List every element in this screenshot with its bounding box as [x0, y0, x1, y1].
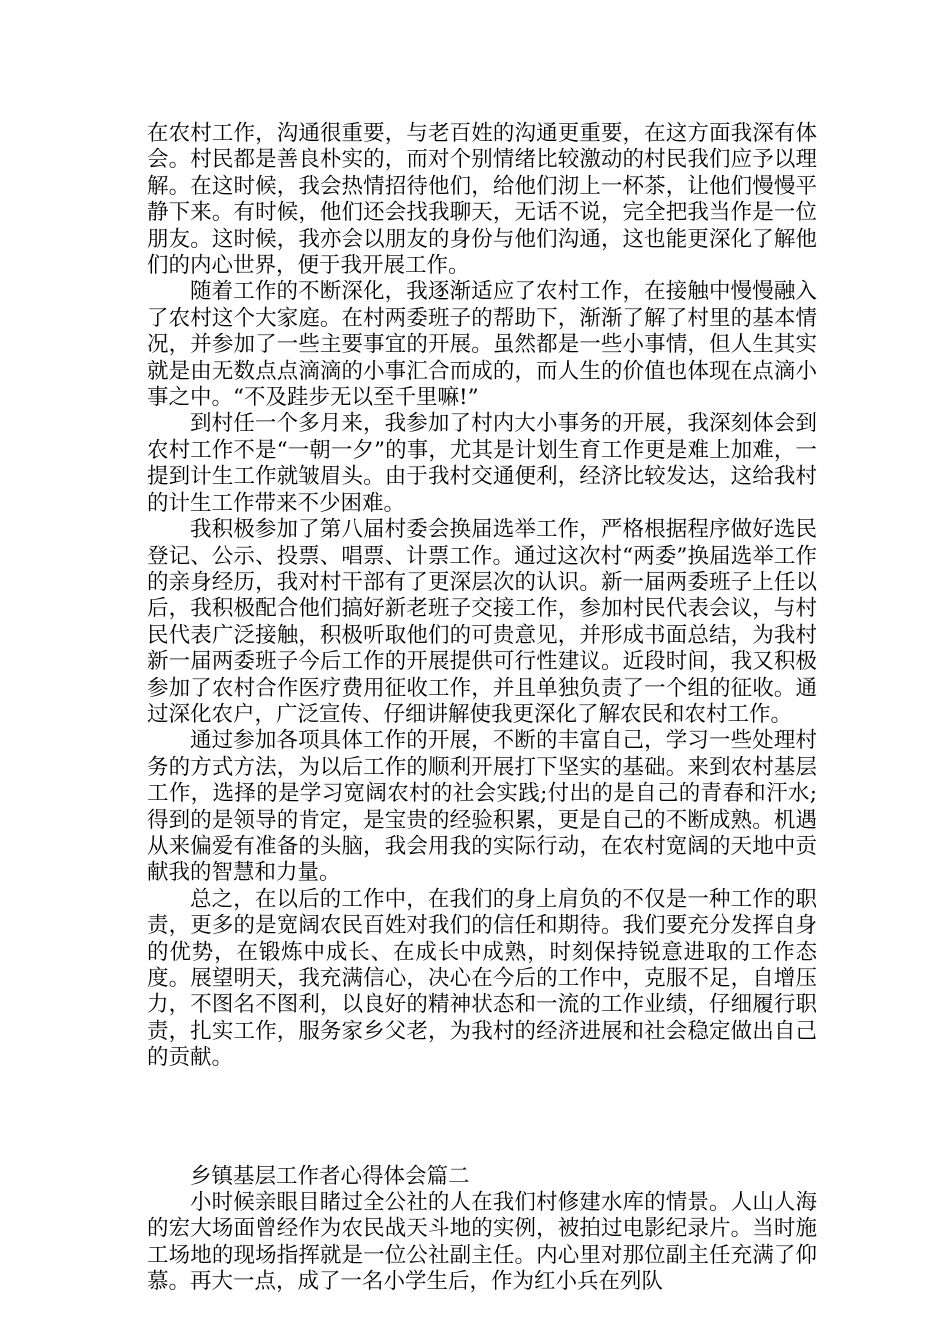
document-page: [147, 121, 817, 1296]
paragraph-7: 小时候亲眼目睹过全公社的人在我们村修建水库的情景。人山人海的宏大场面曾经作为农民战天斗地的实例，被拍过电影纪录片。当时施工场地的现场指挥就是一位公社副主任。内心里对那位副主任充满了仰慕。再大一点，成了一名小学生后，作为红小兵在列队: [147, 1190, 817, 1295]
paragraph-5: 通过参加各项具体工作的开展，不断的丰富自己，学习一些处理村务的方式方法，为以后工作的顺利开展打下坚实的基础。来到农村基层工作，选择的是学习宽阔农村的社会实践;付出的是自己的青春和汗水;得到的是领导的肯定，是宝贵的经验积累，更是自己的不断成熟。机遇从来偏爱有准备的头脑，我会用我的实际行动，在农村宽阔的天地中贡献我的智慧和力量。: [147, 728, 817, 886]
section-title: 乡镇基层工作者心得体会篇二: [190, 1163, 470, 1189]
paragraph-2: 随着工作的不断深化，我逐渐适应了农村工作，在接触中慢慢融入了农村这个大家庭。在村两委班子的帮助下，渐渐了解了村里的基本情况，并参加了一些主要事宜的开展。虽然都是一些小事情，但人生其实就是由无数点点滴滴的小事汇合而成的，而人生的价值也体现在点滴小事之中。“不及跬步无以至千里嘛!”: [147, 279, 817, 411]
paragraph-6: 总之，在以后的工作中，在我们的身上肩负的不仅是一种工作的职责，更多的是宽阔农民百姓对我们的信任和期待。我们要充分发挥自身的优势，在锻炼中成长、在成长中成熟，时刻保持锐意进取的工作态度。展望明天，我充满信心，决心在今后的工作中，克服不足，自增压力，不图名不图利，以良好的精神状态和一流的工作业绩，仔细履行职责，扎实工作，服务家乡父老，为我村的经济进展和社会稳定做出自己的贡献。: [147, 886, 817, 1071]
paragraph-3: 到村任一个多月来，我参加了村内大小事务的开展，我深刻体会到农村工作不是“一朝一夕”的事，尤其是计划生育工作更是难上加难，一提到计生工作就皱眉头。由于我村交通便利，经济比较发达，这给我村的计生工作带来不少困难。: [147, 411, 817, 516]
section-spacer: [147, 1072, 817, 1164]
paragraph-1: 在农村工作，沟通很重要，与老百姓的沟通更重要，在这方面我深有体会。村民都是善良朴实的，而对个别情绪比较激动的村民我们应予以理解。在这时候，我会热情招待他们，给他们沏上一杯茶，让他们慢慢平静下来。有时候，他们还会找我聊天，无话不说，完全把我当作是一位朋友。这时候，我亦会以朋友的身份与他们沟通，这也能更深化了解他们的内心世界，便于我开展工作。: [147, 121, 817, 279]
paragraph-4: 我积极参加了第八届村委会换届选举工作，严格根据程序做好选民登记、公示、投票、唱票、计票工作。通过这次村“两委”换届选举工作的亲身经历，我对村干部有了更深层次的认识。新一届两委班子上任以后，我积极配合他们搞好新老班子交接工作，参加村民代表会议，与村民代表广泛接触，积极听取他们的可贵意见，并形成书面总结，为我村新一届两委班子今后工作的开展提供可行性建议。近段时间，我又积极参加了农村合作医疗费用征收工作，并且单独负责了一个组的征收。通过深化农户，广泛宣传、仔细讲解使我更深化了解农民和农村工作。: [147, 517, 817, 727]
